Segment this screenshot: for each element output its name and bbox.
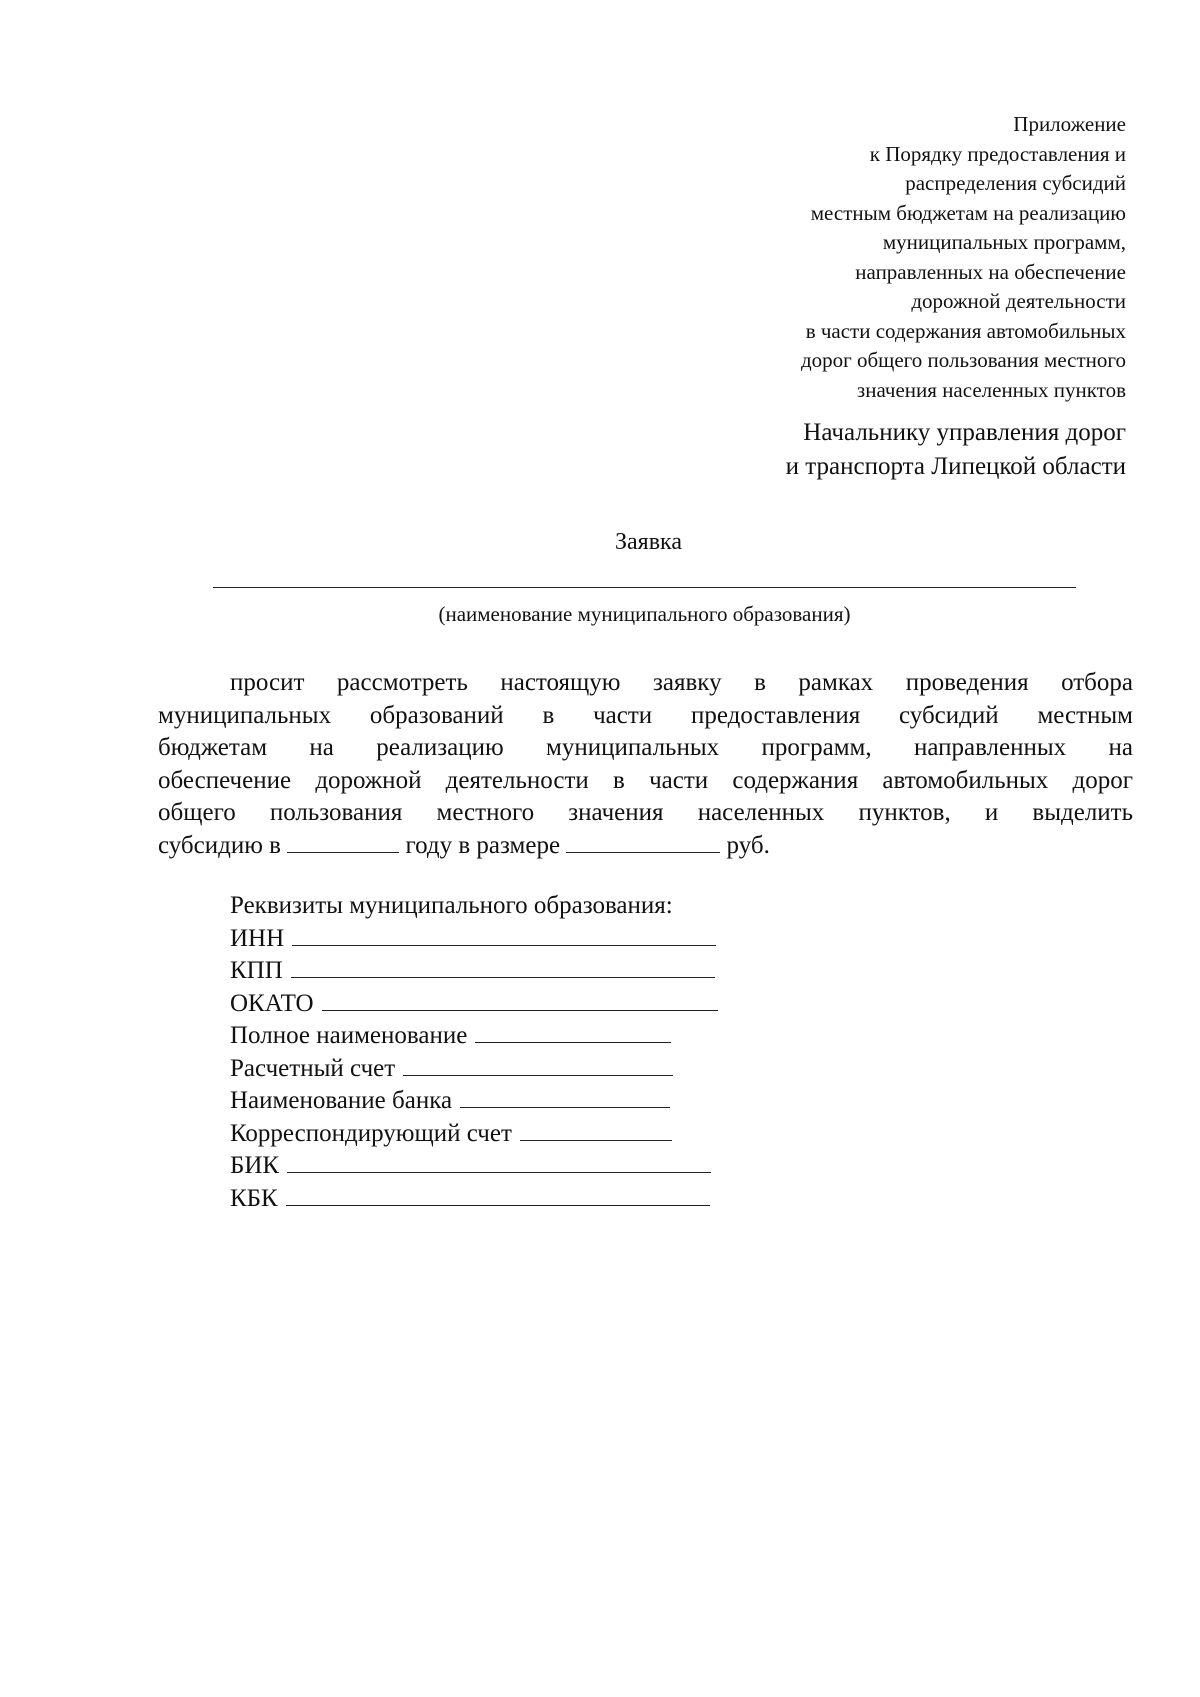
currency-text: руб.	[726, 831, 770, 859]
request-paragraph	[158, 667, 1133, 862]
appendix-line: распределения субсидий	[905, 171, 1126, 195]
requisite-blank	[403, 1055, 673, 1076]
requisite-blank	[322, 990, 718, 1011]
requisite-row-bik	[230, 1150, 718, 1183]
appendix-line: направленных на обеспечение	[855, 259, 1126, 284]
requisite-row-kbk	[230, 1183, 718, 1216]
requisite-label: КБК	[230, 1184, 278, 1212]
requisites-block	[230, 890, 718, 1215]
requisite-row-bank-name	[230, 1085, 718, 1118]
paragraph-line: бюджетам на реализацию муниципальных программ, направленных на	[158, 734, 1133, 761]
municipality-name-caption: (наименование муниципального образования)	[438, 602, 851, 626]
appendix-line: значения населенных пунктов	[856, 377, 1126, 402]
subsidy-text: субсидию в	[158, 831, 281, 859]
requisite-blank	[287, 1152, 711, 1173]
paragraph-line: общего пользования местного значения населенных пунктов, и выделить	[158, 799, 1133, 826]
addressee-line: Начальнику управления дорог	[803, 419, 1126, 446]
requisite-blank	[475, 1022, 671, 1043]
paragraph-last-line	[158, 830, 1133, 863]
requisites-heading: Реквизиты муниципального образования:	[230, 892, 673, 919]
document-title: Заявка	[615, 529, 682, 555]
requisite-row-inn	[230, 923, 718, 956]
amount-text: году в размере	[405, 831, 561, 859]
paragraph-line: обеспечение дорожной деятельности в части содержания автомобильных дорог	[158, 766, 1133, 794]
requisite-row-okato	[230, 988, 718, 1021]
appendix-line: дорог общего пользования местного	[800, 348, 1126, 372]
requisite-blank	[291, 957, 715, 978]
appendix-line: местным бюджетам на реализацию	[810, 200, 1126, 225]
appendix-line: Приложение	[1013, 112, 1126, 136]
requisite-label: Полное наименование	[230, 1022, 468, 1049]
requisite-label: БИК	[230, 1152, 280, 1179]
paragraph-line: просит рассмотреть настоящую заявку в рамках проведения отбора	[230, 669, 1133, 696]
requisite-row-corr-account	[230, 1118, 718, 1151]
requisite-blank	[460, 1087, 670, 1108]
addressee-block	[606, 416, 1126, 484]
appendix-line: к Порядку предоставления и	[869, 141, 1126, 166]
appendix-line: в части содержания автомобильных	[805, 318, 1126, 343]
year-blank	[287, 830, 399, 853]
requisite-label: ИНН	[230, 924, 285, 952]
requisite-row-full-name	[230, 1020, 718, 1053]
amount-blank	[566, 830, 720, 853]
requisite-blank	[520, 1120, 672, 1141]
appendix-line: дорожной деятельности	[911, 289, 1126, 313]
requisite-label: КПП	[230, 957, 283, 984]
requisite-label: ОКАТО	[230, 989, 314, 1017]
requisite-label: Расчетный счет	[230, 1054, 396, 1082]
requisite-blank	[286, 1185, 710, 1206]
requisite-row-kpp	[230, 955, 718, 988]
requisite-label: Наименование банка	[230, 1087, 453, 1114]
requisite-blank	[292, 925, 716, 946]
paragraph-line: муниципальных образований в части предоставления субсидий местным	[158, 701, 1133, 729]
requisite-row-account	[230, 1053, 718, 1086]
appendix-line: муниципальных программ,	[882, 230, 1126, 254]
appendix-block	[606, 110, 1126, 405]
municipality-name-blank	[213, 587, 1076, 588]
requisite-label: Корреспондирующий счет	[230, 1119, 512, 1147]
addressee-line: и транспорта Липецкой области	[785, 453, 1126, 480]
